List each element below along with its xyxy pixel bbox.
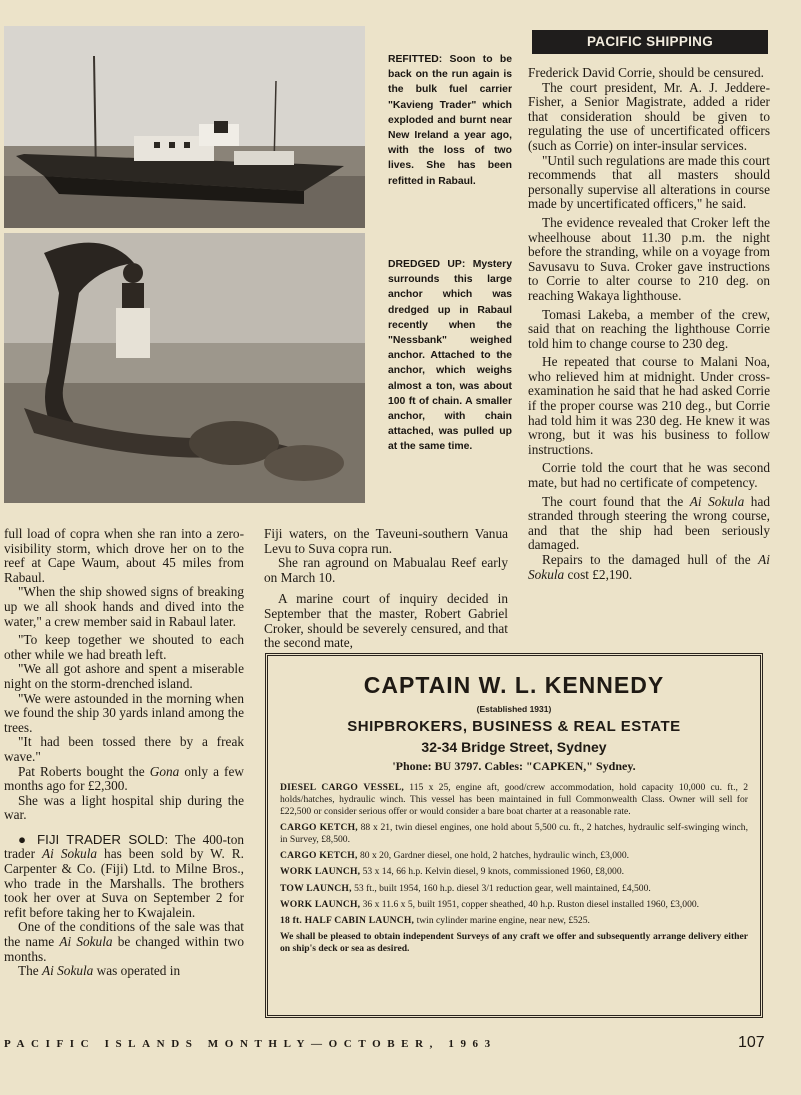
subhead-fiji-trader: ● FIJI TRADER SOLD:	[18, 831, 169, 847]
advertisement-kennedy	[265, 653, 763, 1018]
caption-lead: REFITTED:	[388, 54, 443, 65]
caption-lead: DREDGED UP:	[388, 259, 466, 270]
ad-listing	[280, 822, 748, 846]
vessel-name: Ai Sokula	[42, 846, 98, 862]
page-number: 107	[738, 1034, 765, 1051]
ad-listing-text: 115 x 25, engine aft, good/crew accommodation, hold capacity 10,000 cu. ft., 2 holds/hatches, hydraulic winch. This vessel has been maintained in full Commonwealth Class. Owner will sell for £22,500 or consider serious offer or would consider a bare boat charter at a reasonable rate.	[280, 782, 748, 817]
paragraph-fiji-trader	[4, 833, 244, 921]
paragraph: Tomasi Lakeba, a member of the crew, said that on reaching the lighthouse Corrie told him to change course to 230 deg.	[528, 306, 770, 351]
article-column-right	[528, 66, 770, 582]
paragraph: The Ai Sokula was operated in	[18, 963, 181, 979]
ad-listing-head: DIESEL CARGO VESSEL,	[280, 782, 404, 793]
paragraph: full load of copra when she ran into a zero-visibility storm, which drove her on to the reef at Cape Waum, about 45 miles from Rabaul.	[4, 526, 244, 585]
photo-caption-refitted	[388, 52, 512, 189]
ad-listing-text: 53 ft., built 1954, 160 h.p. diesel 3/1 reduction gear, well maintained, £4,500.	[351, 882, 651, 894]
ad-subtitle: SHIPBROKERS, BUSINESS & REAL ESTATE	[347, 718, 681, 735]
vessel-name: Ai Sokula	[42, 963, 94, 979]
section-banner: PACIFIC SHIPPING	[532, 30, 768, 54]
paragraph: Pat Roberts bought the Gona only a few months ago for £2,300.	[4, 763, 244, 794]
page-footer: PACIFIC ISLANDS MONTHLY—OCTOBER, 1963	[4, 1038, 497, 1050]
ad-listing-text: twin cylinder marine engine, near new, £525.	[414, 915, 590, 927]
ad-listing-head: CARGO KETCH,	[280, 849, 358, 861]
article-column-left	[4, 527, 244, 979]
ad-established: (Established 1931)	[476, 704, 552, 714]
ad-listing	[280, 782, 748, 817]
paragraph: The evidence revealed that Croker left the wheelhouse about 11.30 p.m. the night before the stranding, while on a voyage from Savusavu to Suva. Croker gave instructions to Corrie to alter course to 210 deg. on reaching Wakaya lighthouse.	[528, 214, 770, 303]
paragraph: He repeated that course to Malani Noa, who relieved him at midnight. Under cross-examination he said that he had asked Corrie if the proper course was 210 deg., but Corrie had told him it was 230 deg. He knew it was wrong, but it was his business to follow instructions.	[528, 354, 770, 457]
ad-listing-text: 36 x 11.6 x 5, built 1951, copper sheathed, 40 h.p. Ruston diesel installed 1960, £3,000.	[360, 898, 700, 910]
vessel-name: Ai Sokula	[689, 493, 745, 509]
paragraph: One of the conditions of the sale was that the name Ai Sokula be changed within two months.	[4, 919, 244, 964]
ad-listing-text: 53 x 14, 66 h.p. Kelvin diesel, 9 knots, commissioned 1960, £8,000.	[360, 866, 625, 878]
ad-listing	[280, 915, 748, 927]
caption-body: Soon to be back on the run again is the bulk fuel carrier "Kavieng Trader" which exploded and burnt near New Ireland a year ago, with the loss of two lives. She has been refitted in Rabaul.	[388, 54, 512, 187]
paragraph: "When the ship showed signs of breaking up we all shook hands and dived into the water," a crew member said in Rabaul later.	[4, 584, 244, 629]
paragraph: "We were astounded in the morning when we found the ship 30 yards inland among the trees.	[4, 690, 244, 735]
anchor-illustration	[4, 233, 365, 503]
ad-title: CAPTAIN W. L. KENNEDY	[363, 672, 665, 698]
paragraph: Corrie told the court that he was second mate, but had no certificate of competency.	[528, 460, 770, 491]
paragraph: "To keep together we shouted to each other while we had breath left.	[4, 632, 244, 662]
paragraph: The court president, Mr. A. J. Jeddere-Fisher, a Senior Magistrate, added a rider that consideration should be given to regulating the use of uncertificated officers (such as Corrie) on inter-insular services.	[528, 79, 770, 153]
ad-listing-head: CARGO KETCH,	[280, 821, 358, 833]
ad-listing-text: 80 x 20, Gardner diesel, one hold, 2 hatches, hydraulic winch, £3,000.	[357, 849, 630, 861]
paragraph: "Until such regulations are made this court recommends that all masters should personally supervise all alterations in course made by uncertificated officers," he said.	[528, 152, 770, 212]
paragraph: She was a light hospital ship during the war.	[4, 792, 244, 823]
paragraph: Repairs to the damaged hull of the Ai Sokula cost £2,190.	[528, 552, 770, 582]
ad-listing	[280, 866, 748, 878]
vessel-name: Ai Sokula	[59, 934, 113, 950]
paragraph: Frederick David Corrie, should be censured.	[528, 65, 764, 80]
photo-kavieng-trader	[4, 26, 365, 228]
ad-listing	[280, 850, 748, 862]
paragraph: Fiji waters, on the Taveuni-southern Vanua Levu to Suva copra run.	[264, 526, 508, 556]
ship-illustration	[4, 26, 365, 228]
photo-caption-dredged	[388, 257, 512, 455]
ad-closing: We shall be pleased to obtain independent Surveys of any craft we offer and subsequently arrange delivery either on ship's deck or sea as desired.	[280, 931, 748, 955]
photo-dredged-anchor	[4, 233, 365, 503]
paragraph: A marine court of inquiry decided in September that the master, Robert Gabriel Croker, should be severely censured, and that the second mate,	[264, 591, 508, 651]
ad-address: 32-34 Bridge Street, Sydney	[421, 739, 607, 755]
ad-phone: 'Phone: BU 3797. Cables: "CAPKEN," Sydney.	[392, 759, 636, 773]
vessel-name: Gona	[149, 763, 180, 779]
ad-listing-text: 88 x 21, twin diesel engines, one hold about 5,500 cu. ft., 2 hatches, hydraulic self-swinging winch, in Survey, £8,500.	[280, 821, 748, 845]
ad-listing-head: 18 ft. HALF CABIN LAUNCH,	[280, 915, 415, 927]
paragraph: "It had been tossed there by a freak wave."	[4, 734, 244, 764]
caption-body: Mystery surrounds this large anchor which was dredged up in Rabaul recently when the "Nessbank" weighed anchor. Attached to the anchor, which weighs almost a ton, was about 100 ft of chain. A smaller anchor, with chain attached, was pulled up at the same time.	[388, 259, 512, 453]
fiji-body: The 400-ton trader Ai Sokula has been sold by W. R. Carpenter & Co. (Fiji) Ltd. to Milne Bros., who trade in the Marshalls. The brothers took her over at Suva on September 2 for refit before taking her to Kwajalein.	[4, 831, 244, 920]
paragraph: She ran aground on Mabualau Reef early on March 10.	[264, 555, 508, 585]
ad-listing-head: WORK LAUNCH,	[280, 866, 361, 878]
vessel-name: Ai Sokula	[528, 552, 770, 582]
paragraph: The court found that the Ai Sokula had stranded through steering the wrong course, and that the ship had been seriously damaged.	[528, 493, 770, 553]
paragraph: "We all got ashore and spent a miserable night on the storm-drenched island.	[4, 661, 244, 691]
ad-listing	[280, 899, 748, 911]
ad-listing-head: TOW LAUNCH,	[280, 882, 352, 894]
article-column-middle	[264, 527, 508, 651]
ad-listing-head: WORK LAUNCH,	[280, 898, 361, 910]
ad-listing	[280, 883, 748, 895]
